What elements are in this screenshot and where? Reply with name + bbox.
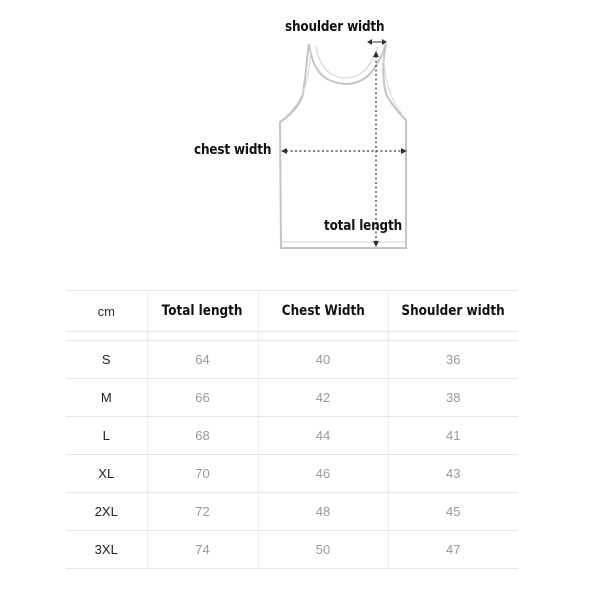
header-chest-width: Chest Width (258, 291, 388, 332)
shoulder-width-cell: 41 (388, 417, 518, 455)
total-length-cell: 74 (147, 531, 258, 569)
table-row (66, 379, 518, 417)
shoulder-width-cell: 38 (388, 379, 518, 417)
length-arrow-bottom (373, 241, 379, 247)
header-unit-cm: cm (66, 291, 147, 332)
size-cell: 3XL (66, 531, 147, 569)
shoulder-width-cell: 45 (388, 493, 518, 531)
neckline-inner-outline (316, 47, 378, 78)
total-length-cell: 68 (147, 417, 258, 455)
total-length-cell: 66 (147, 379, 258, 417)
size-cell: S (66, 341, 147, 379)
chest-width-cell: 46 (258, 455, 388, 493)
tank-top-size-diagram (0, 0, 600, 270)
table-header (66, 291, 518, 332)
shoulder-width-cell: 43 (388, 455, 518, 493)
tank-top-outline (0, 0, 600, 270)
table-row (66, 531, 518, 569)
shoulder-width-label: shoulder width (285, 19, 385, 35)
header-shoulder-width: Shoulder width (388, 291, 518, 332)
size-cell: 2XL (66, 493, 147, 531)
total-length-cell: 64 (147, 341, 258, 379)
chest-arrow-left (281, 148, 287, 154)
table-row (66, 417, 518, 455)
length-arrow-top (373, 51, 379, 57)
table-row (66, 493, 518, 531)
total-length-cell: 72 (147, 493, 258, 531)
size-cell: M (66, 379, 147, 417)
table-row (66, 341, 518, 379)
table-body (66, 332, 518, 569)
chest-width-label: chest width (194, 142, 272, 158)
size-chart-table (66, 290, 518, 569)
chest-width-cell: 48 (258, 493, 388, 531)
size-cell: L (66, 417, 147, 455)
chest-width-cell: 44 (258, 417, 388, 455)
total-length-cell: 70 (147, 455, 258, 493)
size-cell: XL (66, 455, 147, 493)
chest-width-cell: 50 (258, 531, 388, 569)
shoulder-width-cell: 47 (388, 531, 518, 569)
chest-width-cell: 42 (258, 379, 388, 417)
shoulder-width-cell: 36 (388, 341, 518, 379)
total-length-label: total length (324, 218, 402, 234)
table-spacer-row (66, 332, 518, 341)
header-total-length: Total length (147, 291, 258, 332)
table-row (66, 455, 518, 493)
chest-width-cell: 40 (258, 341, 388, 379)
shoulder-arrow-left (367, 39, 372, 45)
